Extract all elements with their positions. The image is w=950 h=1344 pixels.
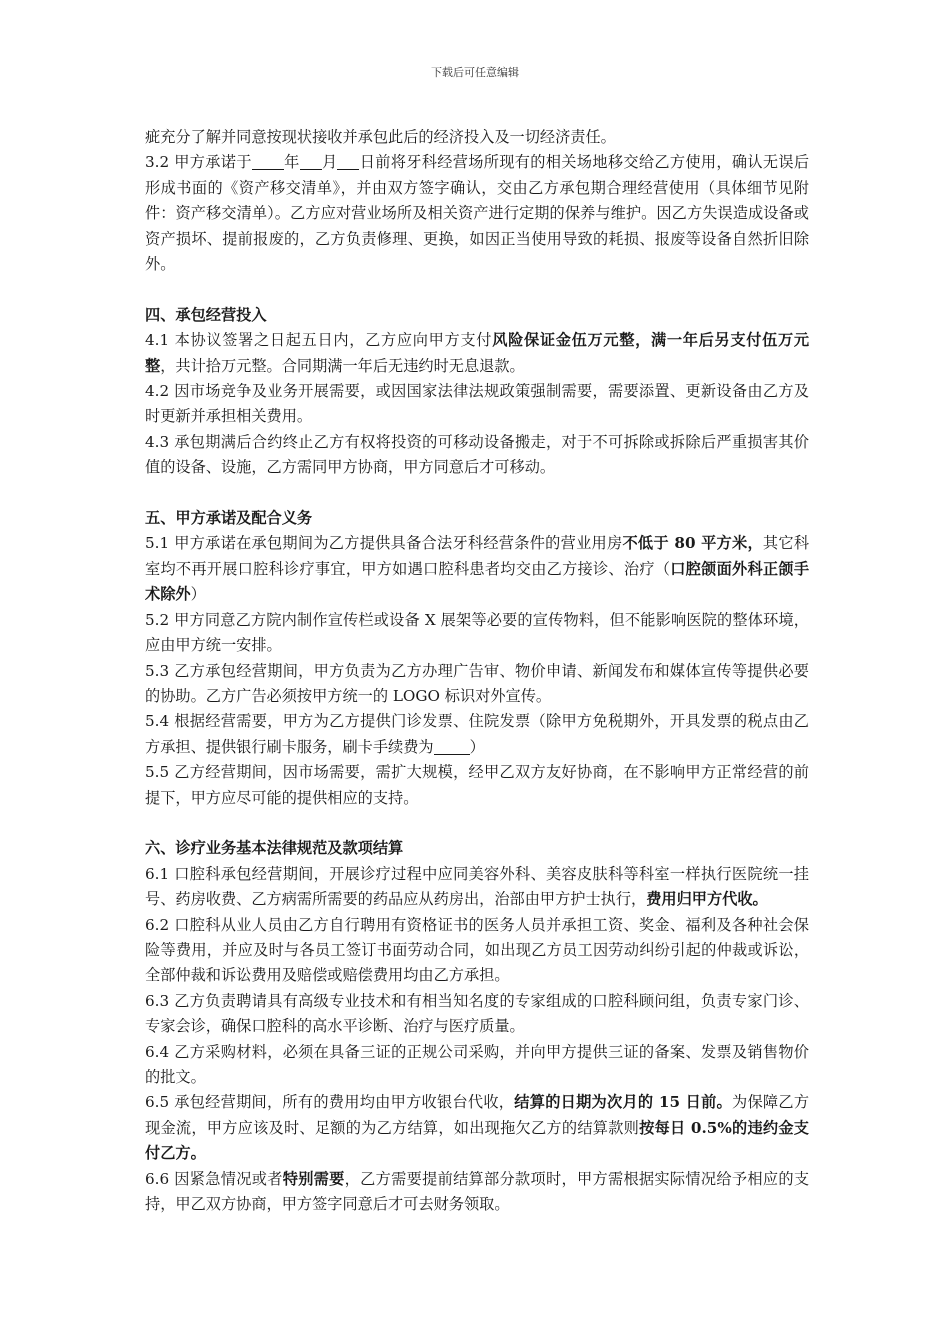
text-run: ，乙方需要提前结算部分款项时，甲方需根据实际情况给予相应的支持，甲乙双方协商，甲方签字同意后才可去财务领取。 (145, 1169, 810, 1214)
bold-run: 口腔颌面外科正颌手术除外 (145, 559, 810, 604)
paragraph-4-3: 4.3 承包期满后合约终止乙方有权将投资的可移动设备搬走，对于不可拆除或拆除后严重损害其价值的设备、设施，乙方需同甲方协商，甲方同意后才可移动。 (145, 432, 809, 477)
paragraph-5-1 (145, 531, 809, 607)
text-run: 5.4 根据经营需要，甲方为乙方提供门诊发票、住院发票（除甲方免税期外，开具发票的税点由乙方承担、提供银行刷卡服务，刷卡手续费为 (145, 712, 809, 756)
paragraph-4-2: 4.2 因市场竞争及业务开展需要，或因国家法律法规政策强制需要，需要添置、更新设备由乙方及时更新并承担相关费用。 (145, 382, 809, 426)
page-header: 下载后可任意编辑 (431, 66, 519, 79)
blank-fee (434, 739, 470, 755)
bold-run: 特别需要 (282, 1169, 345, 1188)
section-heading-4: 四、承包经营投入 (145, 305, 267, 324)
text-run: 6.5 承包经营期间，所有的费用均由甲方收银台代收， (145, 1093, 515, 1112)
text-run: 为保障乙方现金流，甲方应该及时、足额的为乙方结算，如出现拖欠乙方的结算款则 (145, 1093, 810, 1137)
section-heading-6: 六、诊疗业务基本法律规范及款项结算 (145, 839, 404, 858)
text-run: 6.6 因紧急情况或者 (145, 1169, 283, 1188)
paragraph-6-5 (145, 1090, 809, 1166)
text-run: 月 (321, 153, 338, 172)
text-run: 其它科室均不再开展口腔科诊疗事宜，甲方如遇口腔科患者均交由乙方接诊、治疗（ (145, 534, 810, 578)
document-body (145, 125, 809, 1217)
paragraph-4-1 (145, 328, 809, 379)
section-heading-5: 五、甲方承诺及配合义务 (145, 509, 313, 528)
bold-run: 按每日 0.5%的违约金支付乙方。 (145, 1118, 809, 1163)
blank-day (337, 154, 359, 170)
paragraph-5-3: 5.3 乙方承包经营期间，甲方负责为乙方办理广告审、物价申请、新闻发布和媒体宣传等提供必要的协助。乙方广告必须按甲方统一的 LOGO 标识对外宣传。 (145, 661, 809, 705)
blank-year (252, 154, 284, 170)
text-run: 日前将牙科经营场所现有的相关场地移交给乙方使用，确认无误后形成书面的《资产移交清单》，并由双方签字确认，交由乙方承包期合理经营使用（具体细节见附件：资产移交清单）。乙方应对营业场所及相关资产进行定期的保养与维护。因乙方失误造成设备或资产损坏、提前报废的，乙方负责修理、更换，如因正当使用导致的耗损、报废等设备自然折旧除外。 (145, 153, 810, 274)
paragraph-6-6 (145, 1167, 809, 1218)
spacer (145, 811, 809, 836)
text-run: 5.1 甲方承诺在承包期间为乙方提供具备合法牙科经营条件的营业用房 (145, 534, 623, 553)
bold-run: 结算的日期为次月的 15 日前。 (514, 1093, 732, 1112)
text-run: ，共计拾万元整。合同期满一年后无违约时无息退款。 (160, 356, 525, 375)
paragraph-6-4: 6.4 乙方采购材料，必须在具备三证的正规公司采购，并向甲方提供三证的备案、发票及销售物价的批文。 (145, 1042, 809, 1086)
paragraph-6-1 (145, 862, 809, 913)
paragraph-5-2: 5.2 甲方同意乙方院内制作宣传栏或设备 X 展架等必要的宣传物料，但不能影响医院的整体环境，应由甲方统一安排。 (145, 610, 809, 655)
bold-run: 风险保证金伍万元整，满一年后另支付伍万元整 (145, 331, 810, 375)
paragraph-5-4 (145, 709, 809, 760)
text-run: 3.2 甲方承诺于 (145, 153, 252, 172)
paragraph-intro: 疵充分了解并同意按现状接收并承包此后的经济投入及一切经济责任。 (145, 128, 616, 146)
spacer (145, 481, 809, 506)
spacer (145, 277, 809, 302)
blank-month (300, 154, 322, 170)
text-run: 6.1 口腔科承包经营期间，开展诊疗过程中应同美容外科、美容皮肤科等科室一样执行医院统一挂号、药房收费、乙方病需所需要的药品应从药房出，治部由甲方护士执行， (145, 864, 809, 909)
text-run: ） (469, 737, 485, 756)
paragraph-6-3: 6.3 乙方负责聘请具有高级专业技术和有相当知名度的专家组成的口腔科顾问组，负责专家门诊、专家会诊，确保口腔科的高水平诊断、治疗与医疗质量。 (145, 991, 809, 1036)
text-run: ） (190, 585, 206, 604)
paragraph-5-5: 5.5 乙方经营期间，因市场需要，需扩大规模，经甲乙双方友好协商，在不影响甲方正常经营的前提下，甲方应尽可能的提供相应的支持。 (145, 763, 809, 807)
text-run: 年 (283, 153, 300, 172)
bold-run: 不低于 80 平方米， (622, 534, 763, 553)
text-run: 4.1 本协议签署之日起五日内，乙方应向甲方支付 (145, 331, 493, 350)
paragraph-6-2: 6.2 口腔科从业人员由乙方自行聘用有资格证书的医务人员并承担工资、奖金、福利及各种社会保险等费用，并应及时与各员工签订书面劳动合同，如出现乙方员工因劳动纠纷引起的仲裁或诉讼，全部仲裁和诉讼费用及赔偿或赔偿费用均由乙方承担。 (145, 915, 809, 985)
bold-run: 费用归甲方代收。 (646, 890, 768, 909)
paragraph-3-2 (145, 150, 809, 277)
